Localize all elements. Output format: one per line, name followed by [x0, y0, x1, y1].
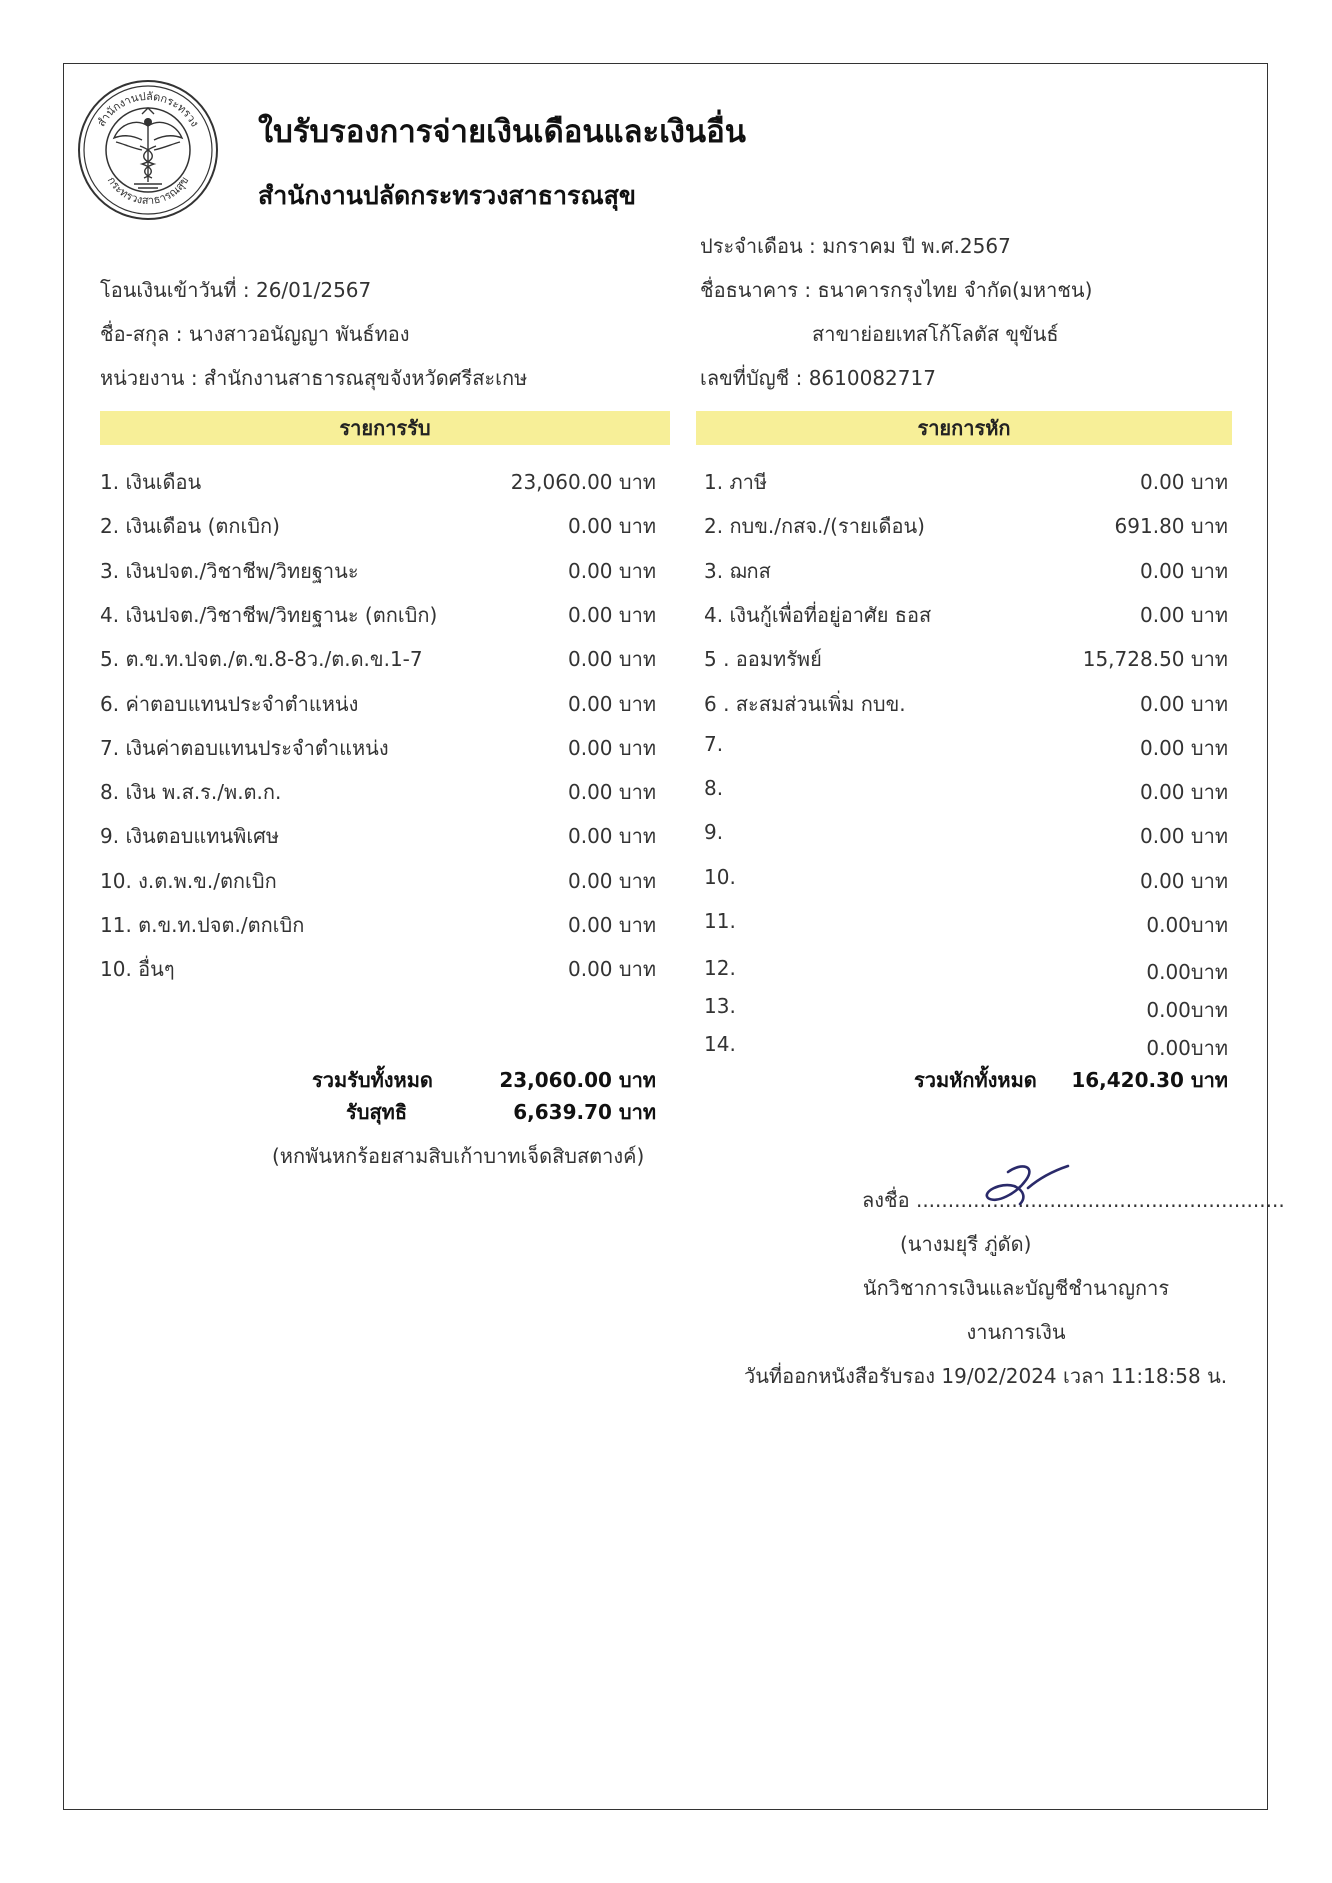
work-unit: หน่วยงาน : สำนักงานสาธารณสุขจังหวัดศรีสะเกษ: [100, 366, 528, 390]
account-number: เลขที่บัญชี : 8610082717: [700, 366, 936, 390]
income-item-amount: 0.00 บาท: [568, 691, 656, 716]
income-item-amount: 23,060.00 บาท: [510, 470, 656, 494]
income-item-amount: 0.00 บาท: [568, 514, 656, 539]
deduction-item-amount: 0.00บาท: [1146, 998, 1228, 1022]
handwritten-signature-icon: [978, 1158, 1074, 1212]
deduction-item-label: 5 . ออมทรัพย์: [704, 647, 822, 672]
employee-name: ชื่อ-สกุล : นางสาวอนัญญา พันธ์ทอง: [100, 322, 410, 346]
deduction-item-label: 1. ภาษี: [704, 470, 768, 494]
income-total-label: รวมรับทั้งหมด: [312, 1068, 433, 1092]
deduction-item-label: 7.: [704, 731, 724, 756]
deduction-item-label: 11.: [704, 909, 736, 933]
income-item-label: 1. เงินเดือน: [100, 470, 202, 494]
bank-branch: สาขาย่อยเทสโก้โลตัส ขุขันธ์: [812, 322, 1059, 346]
income-item-amount: 0.00 บาท: [568, 602, 656, 627]
deduction-total-label: รวมหักทั้งหมด: [914, 1068, 1037, 1092]
signer-position: นักวิชาการเงินและบัญชีชำนาญการ: [862, 1276, 1170, 1300]
deduction-item-amount: 0.00 บาท: [1140, 470, 1228, 494]
deduction-item-amount: 0.00 บาท: [1140, 735, 1228, 760]
deduction-item-amount: 0.00บาท: [1146, 913, 1228, 937]
deduction-item-amount: 15,728.50 บาท: [1082, 647, 1228, 672]
income-item-label: 10. อื่นๆ: [100, 957, 175, 982]
pay-month: ประจำเดือน : มกราคม ปี พ.ศ.2567: [700, 234, 1011, 258]
signature-line: ลงชื่อ ..........................................................: [862, 1188, 1285, 1212]
income-item-amount: 0.00 บาท: [568, 957, 656, 982]
deduction-item-label: 3. ฌกส: [704, 558, 771, 583]
signer-name: (นางมยุรี ภู่ดัด): [900, 1232, 1032, 1256]
deduction-item-amount: 0.00 บาท: [1140, 691, 1228, 716]
income-item-label: 8. เงิน พ.ส.ร./พ.ต.ก.: [100, 780, 282, 805]
deduction-item-amount: 691.80 บาท: [1114, 514, 1228, 539]
organization-name: สำนักงานปลัดกระทรวงสาธารณสุข: [258, 181, 636, 210]
income-item-label: 4. เงินปจต./วิชาชีพ/วิทยฐานะ (ตกเบิก): [100, 602, 438, 627]
net-income-words: (หกพันหกร้อยสามสิบเก้าบาทเจ็ดสิบสตางค์): [272, 1144, 645, 1168]
deduction-item-label: 6 . สะสมส่วนเพิ่ม กบข.: [704, 691, 906, 716]
deduction-item-amount: 0.00 บาท: [1140, 558, 1228, 583]
deduction-heading: รายการหัก: [696, 411, 1232, 445]
deduction-item-label: 13.: [704, 994, 736, 1018]
income-item-amount: 0.00 บาท: [568, 824, 656, 849]
deduction-item-amount: 0.00บาท: [1146, 1036, 1228, 1060]
income-item-label: 6. ค่าตอบแทนประจำตำแหน่ง: [100, 691, 359, 716]
deduction-item-label: 14.: [704, 1032, 736, 1056]
deduction-total-value: 16,420.30 บาท: [1071, 1068, 1228, 1092]
income-item-label: 9. เงินตอบแทนพิเศษ: [100, 824, 280, 849]
income-item-label: 7. เงินค่าตอบแทนประจำตำแหน่ง: [100, 735, 389, 760]
deduction-item-label: 2. กบข./กสจ./(รายเดือน): [704, 514, 925, 539]
income-item-label: 11. ต.ข.ท.ปจต./ตกเบิก: [100, 913, 305, 937]
income-item-amount: 0.00 บาท: [568, 780, 656, 805]
finance-section: งานการเงิน: [966, 1320, 1066, 1344]
income-item-amount: 0.00 บาท: [568, 647, 656, 672]
income-item-label: 3. เงินปจต./วิชาชีพ/วิทยฐานะ: [100, 558, 359, 583]
document-title: ใบรับรองการจ่ายเงินเดือนและเงินอื่น: [258, 114, 746, 150]
deduction-item-label: 12.: [704, 956, 736, 980]
deduction-item-label: 8.: [704, 776, 724, 801]
income-item-label: 10. ง.ต.พ.ข./ตกเบิก: [100, 868, 277, 893]
deduction-item-label: 9.: [704, 820, 724, 845]
net-income-value: 6,639.70 บาท: [513, 1100, 656, 1124]
income-item-label: 5. ต.ข.ท.ปจต./ต.ข.8-8ว./ต.ด.ข.1-7: [100, 647, 423, 672]
income-item-amount: 0.00 บาท: [568, 913, 656, 937]
seal-text-bottom: กระทรวงสาธารณสุข: [104, 174, 192, 208]
deduction-item-amount: 0.00 บาท: [1140, 602, 1228, 627]
income-item-label: 2. เงินเดือน (ตกเบิก): [100, 514, 280, 539]
income-item-amount: 0.00 บาท: [568, 558, 656, 583]
ministry-seal-icon: [76, 78, 220, 222]
income-item-amount: 0.00 บาท: [568, 735, 656, 760]
deduction-item-amount: 0.00 บาท: [1140, 824, 1228, 849]
income-heading: รายการรับ: [100, 411, 670, 445]
transfer-date: โอนเงินเข้าวันที่ : 26/01/2567: [100, 278, 372, 302]
seal-text-top: สำนักงานปลัดกระทรวง: [94, 89, 202, 130]
income-total-value: 23,060.00 บาท: [499, 1068, 656, 1092]
bank-name: ชื่อธนาคาร : ธนาคารกรุงไทย จำกัด(มหาชน): [700, 278, 1093, 302]
income-item-amount: 0.00 บาท: [568, 868, 656, 893]
deduction-item-label: 4. เงินกู้เพื่อที่อยู่อาศัย ธอส: [704, 602, 932, 627]
deduction-item-amount: 0.00 บาท: [1140, 780, 1228, 805]
deduction-item-amount: 0.00 บาท: [1140, 868, 1228, 893]
deduction-item-amount: 0.00บาท: [1146, 960, 1228, 984]
net-income-label: รับสุทธิ: [346, 1100, 408, 1124]
deduction-item-label: 10.: [704, 864, 736, 889]
issued-datetime: วันที่ออกหนังสือรับรอง 19/02/2024 เวลา 11:18:58 น.: [744, 1364, 1228, 1388]
